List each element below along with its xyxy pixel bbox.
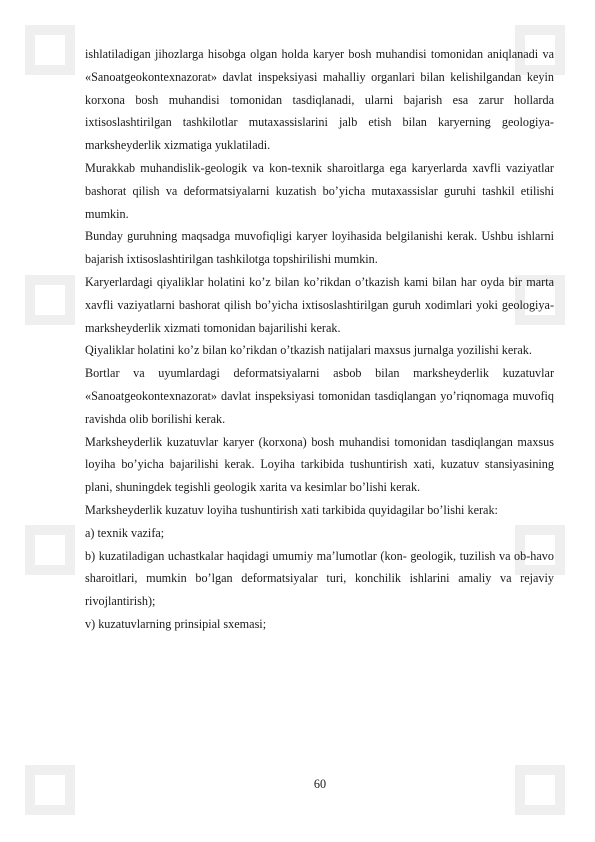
paragraph: Bunday guruhning maqsadga muvofiqligi karyer loyihasida belgilanishi kerak. Ushbu ishlarni bajarish ixtisoslashtirilgan tashkilotga topshirilishi mumkin. [85, 229, 554, 267]
paragraph: Marksheyderlik kuzatuvlar karyer (korxona) bosh muhandisi tomonidan tasdiqlangan maxsus loyiha bo’yicha bajarilishi kerak. Loyiha tarkibida tushuntirish xati, kuzatuv stansiyasining plani, shuningdek tegishli geologik xarita va kesimlar bo’lishi kerak. [85, 434, 554, 495]
paragraph: ishlatiladigan jihozlarga hisobga olgan holda karyer bosh muhandisi tomonidan aniqlanadi va «Sanoatgeokontexnazorat» davlat inspeksiyasi mahalliy organlari bilan kelishilgandan keyin korxona bosh muhandisi tomonidan tasdiqlanadi, ularni bajarish esa zarur hollarda ixtisoslashtirilgan tashkilotlar mutaxassislarini jalb etish bilan karyerning geologiya-marksheyderlik xizmatiga yuklatiladi. [85, 47, 554, 153]
paragraph: Qiyaliklar holatini ko’z bilan ko’rikdan o’tkazish natijalari maxsus jurnalga yozilishi kerak. [85, 343, 532, 358]
paragraph: Karyerlardagi qiyaliklar holatini ko’z bilan ko’rikdan o’tkazish kami bilan har oyda bir marta xavfli vaziyatlarni bashorat qilish bo’yicha ixtisoslashtirilgan guruh xodimlari yoki geologiya-marksheyderlik xizmati tomonidan bajarilishi kerak. [85, 274, 554, 335]
list-item: a) texnik vazifa; [85, 525, 165, 540]
paragraph: Marksheyderlik kuzatuv loyiha tushuntirish xati tarkibida quyidagilar bo’lishi kerak: [85, 502, 498, 517]
list-item: b) kuzatiladigan uchastkalar haqidagi umumiy ma’lumotlar (kon- geologik, tuzilish va ob-havo sharoitlari, mumkin bo’lgan deformatsiyalar turi, konchilik ishlarini amaliy va rejaviy rivojlantirish); [85, 548, 554, 609]
paragraph: Bortlar va uyumlardagi deformatsiyalarni asbob bilan marksheyderlik kuzatuvlar «Sanoatgeokontexnazorat» davlat inspeksiyasi tomonidan tasdiqlangan yo’riqnomaga muvofiq ravishda olib borilishi kerak. [85, 366, 554, 426]
page-number: 60 [313, 777, 327, 791]
body-text [85, 43, 554, 636]
paragraph: Murakkab muhandislik-geologik va kon-texnik sharoitlarga ega karyerlarda xavfli vaziyatlar bashorat qilish va deformatsiyalarni kuzatish bo’yicha mutaxassislar guruhi tashkil etilishi mumkin. [85, 160, 554, 221]
list-item: v) kuzatuvlarning prinsipial sxemasi; [85, 616, 267, 631]
